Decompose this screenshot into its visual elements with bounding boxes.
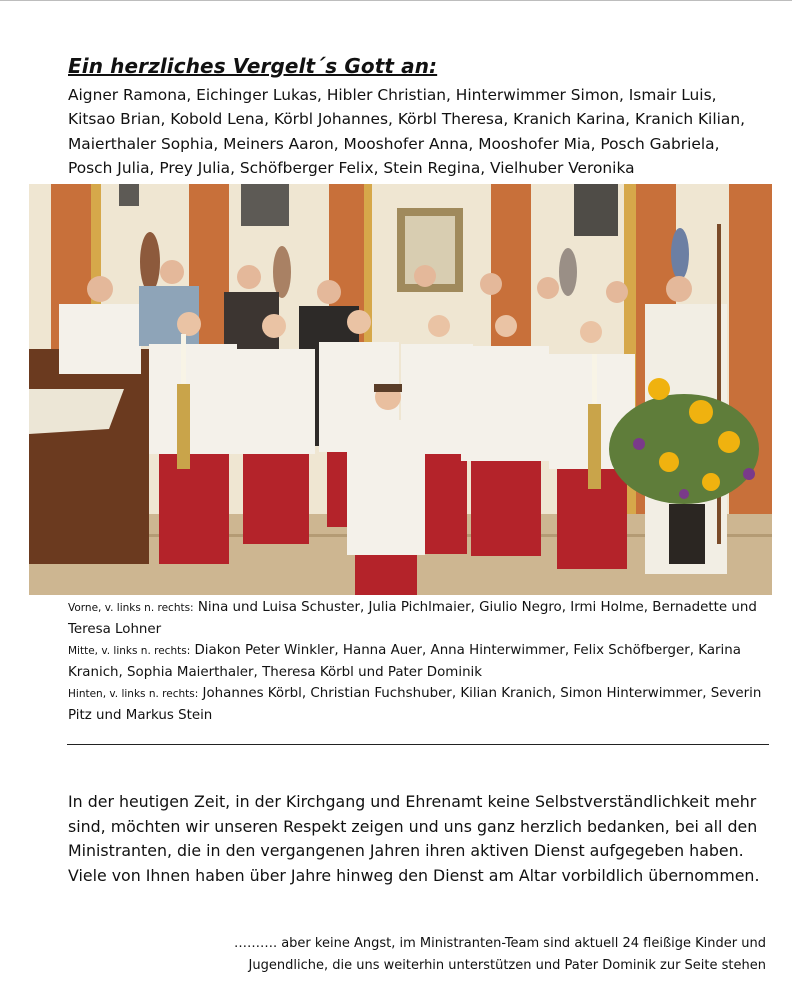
caption-middle-label: Mitte, v. links n. rechts: (68, 645, 191, 657)
caption-middle-row (68, 640, 768, 683)
caption-front-label: Vorne, v. links n. rechts: (68, 602, 194, 614)
caption-front-text: Nina und Luisa Schuster, Julia Pichlmaier, Giulio Negro, Irmi Holme, Bernadette und Teresa Lohner (68, 600, 757, 637)
footer-line-1: ………. aber keine Angst, im Ministranten-Team sind aktuell 24 fleißige Kinder und (233, 936, 766, 951)
group-photo-illustration (29, 184, 772, 595)
caption-front-row (68, 597, 768, 640)
page-heading: Ein herzliches Vergelt´s Gott an: (68, 54, 438, 78)
caption-back-label: Hinten, v. links n. rechts: (68, 688, 199, 700)
top-border-line (0, 0, 792, 1)
caption-back-row (68, 683, 768, 726)
caption-middle-text: Diakon Peter Winkler, Hanna Auer, Anna Hinterwimmer, Felix Schöfberger, Karina Kranich, Sophia Maierthaler, Theresa Körbl und Pater Dominik (68, 643, 741, 680)
footer-note (206, 933, 766, 977)
divider-rule (67, 744, 769, 745)
caption-back-text: Johannes Körbl, Christian Fuchshuber, Kilian Kranich, Simon Hinterwimmer, Severin Pitz und Markus Stein (68, 686, 762, 723)
group-photo (29, 184, 772, 595)
photo-captions (68, 597, 768, 726)
footer-line-2: Jugendliche, die uns weiterhin unterstützen und Pater Dominik zur Seite stehen (248, 958, 766, 973)
names-list: Aigner Ramona, Eichinger Lukas, Hibler Christian, Hinterwimmer Simon, Ismair Luis, Kitsao Brian, Kobold Lena, Körbl Johannes, Körbl Theresa, Kranich Karina, Kranich Kilian, Maierthaler Sophia, Meiners Aaron, Mooshofer Anna, Mooshofer Mia, Posch Gabriela, Posch Julia, Prey Julia, Schöfberger Felix, Stein Regina, Vielhuber Veronika (68, 86, 745, 178)
body-paragraph: In der heutigen Zeit, in der Kirchgang und Ehrenamt keine Selbstverständlichkeit mehr sind, möchten wir unseren Respekt zeigen und uns ganz herzlich bedanken, bei all den Ministranten, die in den vergangenen Jahren ihren aktiven Dienst aufgegeben haben. Viele von Ihnen haben über Jahre hinweg den Dienst am Altar vorbildlich übernommen. (68, 792, 760, 885)
